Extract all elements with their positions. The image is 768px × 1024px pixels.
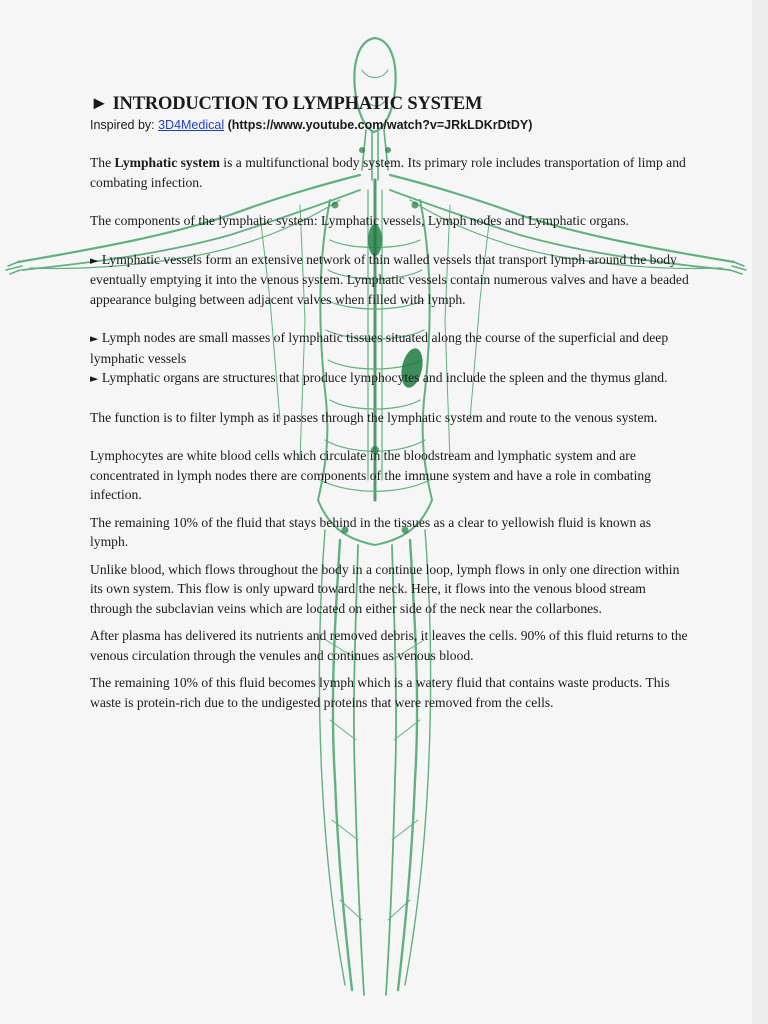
paragraph-vessels	[90, 250, 690, 310]
bullet-arrow-icon: ►	[90, 372, 99, 385]
intro-rest: is a multifunctional body system. Its primary role includes transportation of limp and combating infection.	[90, 155, 686, 190]
intro-bold-term: Lymphatic system	[114, 155, 220, 170]
paragraph-intro	[90, 153, 690, 192]
paragraph-organs	[90, 368, 690, 389]
source-url: (https://www.youtube.com/watch?v=JRkLDKrDtDY)	[227, 118, 533, 132]
paragraph-lymphocytes: Lymphocytes are white blood cells which circulate in the bloodstream and lymphatic system and are concentrated in lymph nodes there are components of the immune system and have a role in combating infection.	[90, 448, 651, 502]
paragraph-plasma: After plasma has delivered its nutrients and removed debris, it leaves the cells. 90% of this fluid returns to the venous circulation through the venules and continues as venous blood.	[90, 628, 688, 663]
document-body	[90, 92, 690, 720]
paragraph-waste: The remaining 10% of this fluid becomes lymph which is a watery fluid that contains waste products. This waste is protein-rich due to the undigested proteins that were removed from the cells.	[90, 675, 670, 710]
bullet-arrow-icon: ►	[90, 253, 99, 267]
inspired-prefix: Inspired by:	[90, 118, 159, 132]
title-bullet-icon: ►	[90, 94, 109, 114]
title-text: INTRODUCTION TO LYMPHATIC SYSTEM	[112, 94, 483, 114]
inspired-by-line	[90, 116, 690, 134]
organs-text: Lymphatic organs are structures that produce lymphocytes and include the spleen and the thymus gland.	[98, 370, 668, 385]
paragraph-remaining-fluid: The remaining 10% of the fluid that stays behind in the tissues as a clear to yellowish fluid is known as lymph.	[90, 514, 652, 549]
paragraph-flow: Unlike blood, which flows throughout the body in a continue loop, lymph flows in only one direction within its own system. This flow is only upward toward the neck. Here, it flows into the venous blood stream through the subclavian veins which are located on either side of the neck near the collarbones.	[90, 561, 680, 616]
paragraph-function: The function is to filter lymph as it passes through the lymphatic system and route to the venous system.	[90, 409, 658, 425]
intro-lead: The	[90, 155, 115, 170]
paragraph-components: The components of the lymphatic system: Lymphatic vessels, Lymph nodes and Lymphatic organs.	[90, 213, 629, 228]
nodes-text: Lymph nodes are small masses of lymphatic tissues situated along the course of the superficial and deep lymphatic vessels	[90, 330, 669, 366]
page-title	[90, 92, 690, 116]
bullet-arrow-icon: ►	[90, 332, 99, 345]
vessels-text: Lymphatic vessels form an extensive network of thin walled vessels that transport lymph around the body eventually emptying it into the venous system. Lymphatic vessels contain numerous valves and have a beaded appearance bulging between adjacent valves when filled with lymph.	[90, 251, 689, 307]
source-link[interactable]: 3D4Medical	[158, 118, 225, 132]
paragraph-nodes	[90, 328, 690, 368]
